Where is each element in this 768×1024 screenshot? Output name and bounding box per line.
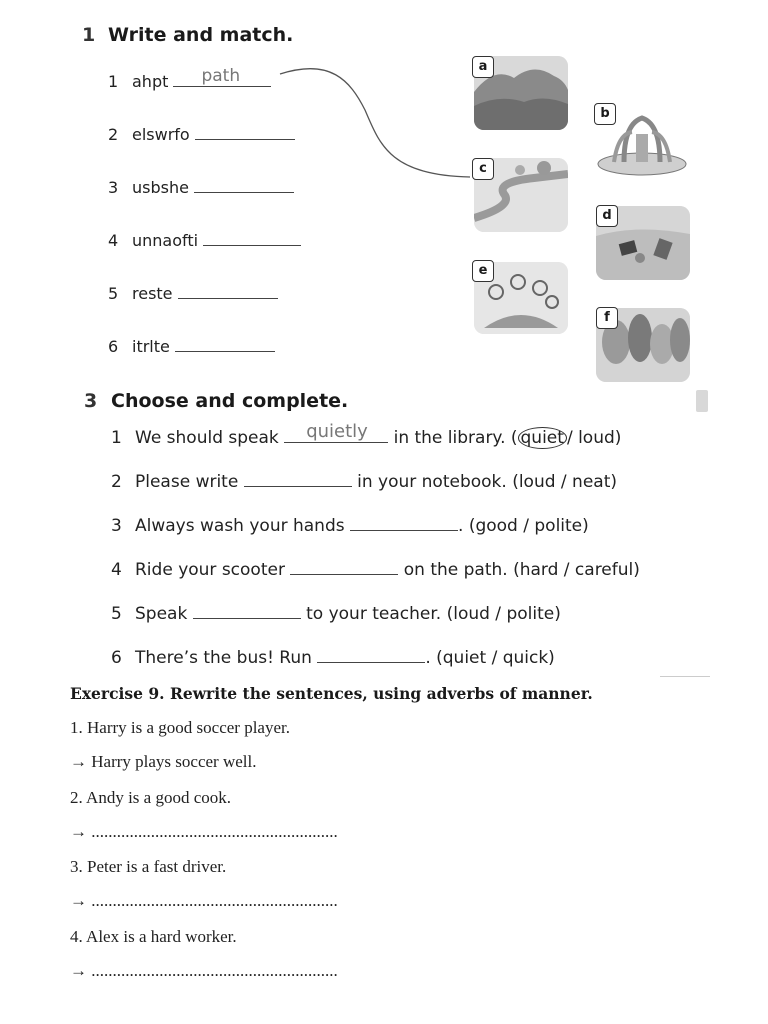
- answer-blank[interactable]: [290, 558, 398, 575]
- item-number: 5: [108, 284, 119, 303]
- section-3-number: 3: [84, 390, 98, 412]
- item-number: 5: [111, 604, 122, 624]
- answer-blank[interactable]: [175, 335, 275, 352]
- item-number: 2: [108, 125, 119, 144]
- sentence-end: in your notebook. (loud / neat): [357, 472, 618, 492]
- sentence-end: . (good / polite): [458, 516, 589, 536]
- item-number: 6: [108, 337, 119, 356]
- answer-blank[interactable]: [203, 229, 301, 246]
- sentence-end: on the path. (hard / careful): [403, 560, 640, 580]
- answer-blank[interactable]: [244, 470, 352, 487]
- item-number: 1: [111, 428, 122, 448]
- match-item-5: [108, 282, 278, 303]
- scrambled-word: elswrfo: [132, 125, 190, 144]
- complete-item-2: [111, 470, 617, 492]
- match-item-4: [108, 229, 301, 250]
- picture-label-f: f: [596, 307, 618, 329]
- item-number: 6: [111, 648, 122, 668]
- scrambled-word: usbshe: [132, 178, 189, 197]
- picture-label-d: d: [596, 205, 618, 227]
- page-edge-marker: [696, 390, 708, 412]
- item-number: 4: [111, 560, 122, 580]
- answer-blank[interactable]: [317, 646, 425, 663]
- exercise-9-title: Exercise 9. Rewrite the sentences, using adverbs of manner.: [70, 684, 593, 703]
- scrambled-word: ahpt: [132, 72, 169, 91]
- section-1-number: 1: [82, 24, 96, 46]
- answer-blank[interactable]: [173, 66, 271, 87]
- exercise-line-1: 1. Harry is a good soccer player.: [70, 718, 290, 737]
- exercise-answer-line-2[interactable]: → ..........................................................: [70, 891, 338, 910]
- complete-item-4: [111, 558, 640, 580]
- circled-option[interactable]: quiet: [518, 427, 567, 449]
- sentence-start: Always wash your hands: [135, 516, 345, 536]
- exercise-answer-line-1[interactable]: → ..........................................................: [70, 822, 338, 841]
- answer-blank[interactable]: [193, 602, 301, 619]
- picture-label-a: a: [472, 56, 494, 78]
- scrambled-word: itrlte: [132, 337, 170, 356]
- answer-blank[interactable]: [178, 282, 278, 299]
- option-rest: / loud): [566, 428, 622, 448]
- item-number: 2: [111, 472, 122, 492]
- match-item-6: [108, 335, 275, 356]
- section-3-title: Choose and complete.: [111, 390, 349, 412]
- answer-text: quietly: [306, 421, 368, 442]
- complete-item-1: [111, 421, 622, 448]
- item-number: 4: [108, 231, 119, 250]
- exercise-line-2: → Harry plays soccer well.: [70, 752, 257, 771]
- complete-item-6: [111, 646, 555, 668]
- sentence-start: Ride your scooter: [135, 560, 285, 580]
- sentence-end: to your teacher. (loud / polite): [306, 604, 561, 624]
- complete-item-3: [111, 514, 589, 536]
- sentence-start: Speak: [135, 604, 188, 624]
- sentence-end: in the library. (: [393, 428, 518, 448]
- sentence-start: There’s the bus! Run: [135, 648, 312, 668]
- divider: [660, 676, 710, 677]
- scrambled-word: reste: [132, 284, 173, 303]
- complete-item-5: [111, 602, 561, 624]
- exercise-line-5: 4. Alex is a hard worker.: [70, 927, 237, 946]
- item-number: 1: [108, 72, 119, 91]
- match-item-1: [108, 66, 271, 91]
- scrambled-word: unnaofti: [132, 231, 199, 250]
- sentence-end: . (quiet / quick): [425, 648, 555, 668]
- match-item-2: [108, 123, 295, 144]
- exercise-line-4: 3. Peter is a fast driver.: [70, 857, 227, 876]
- item-number: 3: [108, 178, 119, 197]
- answer-blank[interactable]: [284, 421, 388, 443]
- sentence-start: We should speak: [135, 428, 279, 448]
- exercise-line-3: 2. Andy is a good cook.: [70, 788, 232, 807]
- match-connector-line: [270, 60, 480, 190]
- section-1-title: Write and match.: [108, 24, 294, 46]
- picture-label-c: c: [472, 158, 494, 180]
- item-number: 3: [111, 516, 122, 536]
- picture-label-e: e: [472, 260, 494, 282]
- picture-label-b: b: [594, 103, 616, 125]
- exercise-answer-line-3[interactable]: → ..........................................................: [70, 961, 338, 980]
- answer-text: path: [201, 66, 241, 86]
- sentence-start: Please write: [135, 472, 239, 492]
- match-item-3: [108, 176, 294, 197]
- answer-blank[interactable]: [350, 514, 458, 531]
